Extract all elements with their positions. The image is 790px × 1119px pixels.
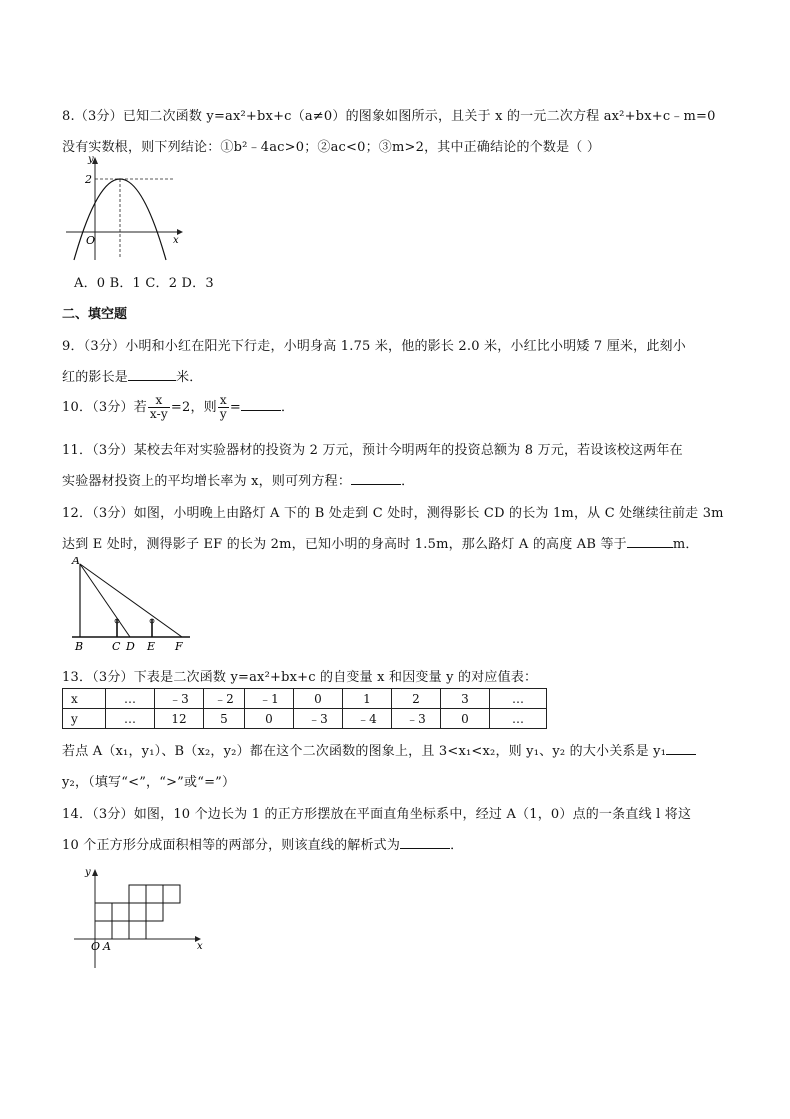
- q14-origin-label: O: [91, 940, 101, 953]
- table-cell: 3: [441, 689, 490, 709]
- q9-line2-suffix: 米．: [176, 370, 203, 385]
- q12-streetlamp-figure: [70, 557, 195, 654]
- table-cell: 1: [343, 689, 392, 709]
- q9-line2-prefix: 红的影长是: [62, 370, 129, 385]
- table-cell: …: [490, 689, 547, 709]
- table-cell: 12: [155, 709, 204, 729]
- square: [129, 921, 146, 939]
- square: [146, 903, 163, 921]
- q12-label-d: D: [126, 640, 135, 653]
- square: [112, 921, 129, 939]
- q14-line2-prefix: 10 个正方形分成面积相等的两部分，则该直线的解析式为: [62, 838, 401, 853]
- q12-line2-suffix: m．: [672, 537, 699, 552]
- q10-frac2-num: x: [218, 394, 229, 408]
- q10-suffix: =: [229, 400, 241, 415]
- q8-line2: 没有实数根，则下列结论：①b²﹣4ac>0；②ac<0；③m>2，其中正确结论的个数是（ ）: [62, 140, 601, 155]
- q14-point-a-label: A: [103, 940, 111, 953]
- q9-line1: 9．（3分）小明和小红在阳光下行走，小明身高 1.75 米，他的影长 2.0 米，小红比小明矮 7 厘米，此刻小: [62, 339, 686, 354]
- table-cell: y: [63, 709, 106, 729]
- table-row: [63, 709, 547, 729]
- q10-frac2-den: y: [219, 407, 227, 421]
- q13-value-table: [62, 688, 547, 729]
- q13-intro: 13．（3分）下表是二次函数 y=ax²+bx+c 的自变量 x 和因变量 y 的对应值表：: [62, 670, 538, 685]
- square: [112, 903, 129, 921]
- square: [129, 903, 146, 921]
- square: [95, 903, 112, 921]
- table-cell: ﹣3: [294, 709, 343, 729]
- q12-label-a: A: [72, 557, 80, 567]
- table-cell: ﹣3: [155, 689, 204, 709]
- q14-y-arrow-icon: [92, 869, 98, 876]
- q14-x-label: x: [197, 941, 203, 952]
- q10-frac1-num: x: [148, 394, 170, 408]
- q11-line2-suffix: ．: [401, 474, 415, 489]
- q8-line1: 8.（3分）已知二次函数 y=ax²+bx+c（a≠0）的图象如图所示，且关于 x 的一元二次方程 ax²+bx+c﹣m=0: [62, 109, 716, 124]
- q12-label-c: C: [112, 640, 121, 653]
- q11-line2-prefix: 实验器材投资上的平均增长率为 x，则可列方程：: [62, 474, 352, 489]
- q14-line1: 14．（3分）如图，10 个边长为 1 的正方形摆放在平面直角坐标系中，经过 A（1，0）点的一条直线 l 将这: [62, 807, 692, 822]
- q14-line2-suffix: ．: [450, 838, 464, 853]
- q12-light-ray-cd: [80, 564, 130, 637]
- q12-label-e: E: [147, 640, 156, 653]
- q10-fraction-1: [148, 394, 170, 421]
- q10-mid: =2，则: [170, 400, 217, 415]
- q8-parabola-figure: [62, 152, 187, 264]
- section-title: 二、填空题: [62, 307, 128, 322]
- table-cell: 0: [441, 709, 490, 729]
- q8-options: A．0 B．1 C．2 D．3: [74, 276, 214, 291]
- square: [129, 885, 146, 903]
- q9-answer-blank: [128, 368, 176, 381]
- q10-line: [62, 394, 294, 421]
- q13-line-b: y₂，（填写“<”，“>”或“=”）: [62, 775, 236, 790]
- q14-y-label: y: [85, 867, 91, 878]
- table-cell: …: [490, 709, 547, 729]
- q10-end: ．: [280, 400, 295, 415]
- q10-prefix: 10．（3分）若: [62, 400, 147, 415]
- square: [95, 921, 112, 939]
- table-cell: ﹣1: [245, 689, 294, 709]
- table-cell: …: [106, 689, 155, 709]
- q11-line1: 11．（3分）某校去年对实验器材的投资为 2 万元，预计今明两年的投资总额为 8 万元，若设该校这两年在: [62, 443, 683, 458]
- q13-line-a: 若点 A（x₁，y₁）、B（x₂，y₂）都在这个二次函数的图象上，且 3<x₁<x₂，则 y₁、y₂ 的大小关系是 y₁: [62, 744, 667, 759]
- q11-answer-blank: [351, 472, 401, 485]
- table-cell: 0: [245, 709, 294, 729]
- table-cell: x: [63, 689, 106, 709]
- q10-fraction-2: [218, 394, 229, 421]
- q9-line2: [62, 366, 202, 385]
- table-cell: ﹣3: [392, 709, 441, 729]
- table-cell: ﹣2: [204, 689, 245, 709]
- table-cell: 2: [392, 689, 441, 709]
- square: [146, 885, 163, 903]
- q12-light-ray-ef: [80, 564, 182, 637]
- q13-answer-blank: [666, 742, 696, 755]
- q13-condition-line: [62, 740, 696, 759]
- q14-squares-figure: [70, 864, 210, 972]
- q10-answer-blank: [241, 398, 281, 411]
- table-cell: …: [106, 709, 155, 729]
- table-cell: ﹣4: [343, 709, 392, 729]
- q8-origin-label: O: [86, 234, 96, 247]
- table-row: [63, 689, 547, 709]
- q14-line2: [62, 834, 463, 853]
- q14-answer-blank: [400, 836, 450, 849]
- q12-label-f: F: [175, 640, 183, 653]
- q8-x-label: x: [173, 235, 179, 246]
- q8-y-label: y: [88, 154, 94, 165]
- q12-line2: [62, 533, 699, 552]
- q12-answer-blank: [627, 535, 673, 548]
- q14-square-grid: [95, 885, 180, 939]
- table-cell: 0: [294, 689, 343, 709]
- q12-label-b: B: [75, 640, 84, 653]
- square: [163, 885, 180, 903]
- q12-line2-prefix: 达到 E 处时，测得影子 EF 的长为 2m，已知小明的身高时 1.5m，那么路灯 A 的高度 AB 等于: [62, 537, 627, 552]
- q11-line2: [62, 470, 414, 489]
- q8-two-label: 2: [85, 173, 92, 186]
- table-cell: 5: [204, 709, 245, 729]
- q12-line1: 12．（3分）如图，小明晚上由路灯 A 下的 B 处走到 C 处时，测得影长 CD 的长为 1m，从 C 处继续往前走 3m: [62, 506, 724, 521]
- q10-frac1-den: x-y: [149, 407, 168, 421]
